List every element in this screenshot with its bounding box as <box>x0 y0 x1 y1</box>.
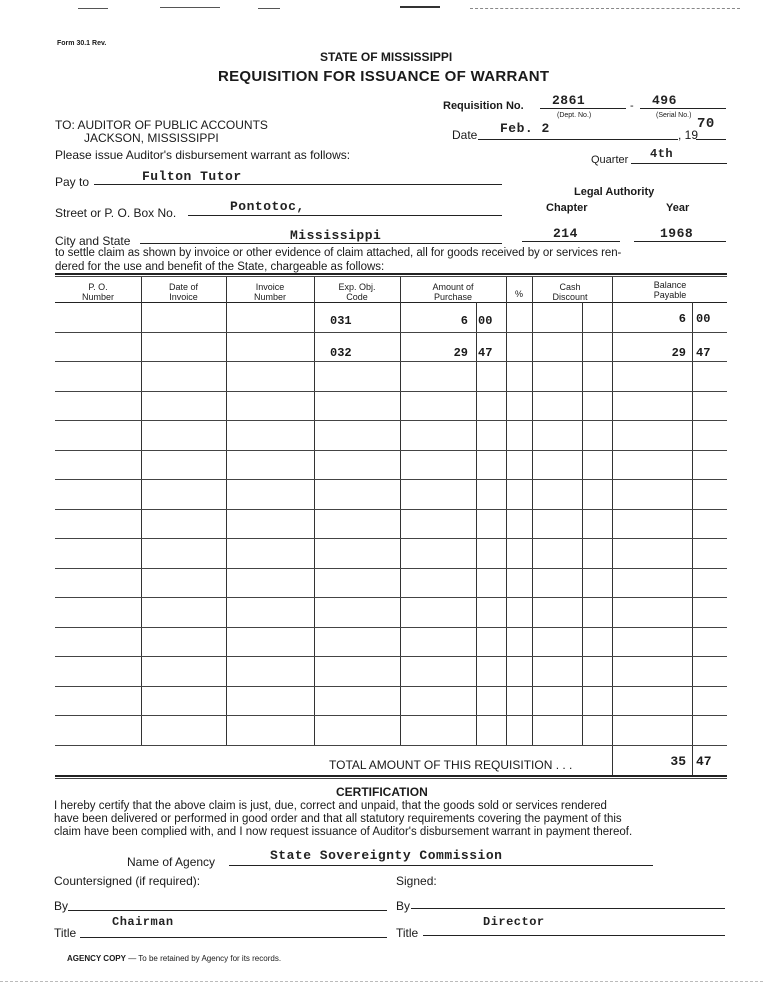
amount-dollars-cell: 6 <box>460 314 468 328</box>
header-invoice-number: Invoice Number <box>253 282 286 302</box>
balance-dollars-cell: 29 <box>671 346 686 360</box>
header-balance-payable: Balance Payable <box>653 280 687 300</box>
street-value: Pontotoc, <box>230 199 305 214</box>
legal-authority-label: Legal Authority <box>574 186 655 198</box>
total-cents: 47 <box>696 754 712 769</box>
requisition-dept-no: 2861 <box>552 93 586 108</box>
requisition-serial-no: 496 <box>652 93 677 108</box>
agency-value: State Sovereignty Commission <box>270 848 503 863</box>
amount-dollars-cell: 29 <box>453 346 468 360</box>
footer-retention-note: — To be retained by Agency for its records. <box>128 954 282 963</box>
exp-code-cell: 032 <box>330 346 352 360</box>
certification-line-1: I hereby certify that the above claim is just, due, correct and unpaid, that the goods sold or services rendered <box>54 800 607 812</box>
certification-line-2: have been delivered or performed in good order and that all statutory requirements covering the payment of this <box>54 813 622 825</box>
balance-cents-cell: 00 <box>696 312 711 326</box>
settle-text-1: to settle claim as shown by invoice or other evidence of claim attached, all for goods received by or services ren- <box>55 247 622 259</box>
pay-to-label: Pay to <box>55 175 90 189</box>
form-number: Form 30.1 Rev. <box>57 40 107 47</box>
agency-label: Name of Agency <box>127 855 216 869</box>
left-title-value: Chairman <box>112 915 174 929</box>
addressee-line-1: TO: AUDITOR OF PUBLIC ACCOUNTS <box>55 118 268 132</box>
total-dollars: 35 <box>670 754 686 769</box>
exp-code-cell: 031 <box>330 314 352 328</box>
signed-label: Signed: <box>396 874 437 888</box>
date-year-prefix: , 19 <box>678 128 699 142</box>
certification-title: CERTIFICATION <box>336 785 428 799</box>
right-title-value: Director <box>483 915 545 929</box>
state-title: STATE OF MISSISSIPPI <box>320 50 453 64</box>
city-state-value: Mississippi <box>290 228 382 243</box>
footer-agency-copy: AGENCY COPY <box>67 954 126 963</box>
header-date-of-invoice: Date of Invoice <box>168 282 199 302</box>
header-amount-of-purchase: Amount of Purchase <box>432 282 474 302</box>
header-percent: % <box>514 289 523 299</box>
settle-text-2: dered for the use and benefit of the State, chargeable as follows: <box>55 261 385 273</box>
amount-cents-cell: 47 <box>478 346 493 360</box>
city-state-label: City and State <box>55 234 131 248</box>
header-po-number: P. O. Number <box>81 282 114 302</box>
quarter-label: Quarter <box>591 154 629 166</box>
pay-to-value: Fulton Tutor <box>142 169 242 184</box>
right-title-label: Title <box>396 926 419 940</box>
requisition-label: Requisition No. <box>443 100 524 112</box>
header-exp-obj-code: Exp. Obj. Code <box>338 282 376 302</box>
balance-cents-cell: 47 <box>696 346 711 360</box>
requisition-separator: - <box>630 100 634 112</box>
amount-cents-cell: 00 <box>478 314 493 328</box>
date-year: 70 <box>697 116 715 132</box>
year-label: Year <box>666 202 690 214</box>
form-title: REQUISITION FOR ISSUANCE OF WARRANT <box>218 68 550 85</box>
right-by-label: By <box>396 899 411 913</box>
date-value: Feb. 2 <box>500 121 550 136</box>
chapter-label: Chapter <box>546 202 588 214</box>
total-label: TOTAL AMOUNT OF THIS REQUISITION . . . <box>329 758 573 772</box>
balance-dollars-cell: 6 <box>678 312 686 326</box>
countersigned-label: Countersigned (if required): <box>54 874 201 888</box>
header-cash-discount: Cash Discount <box>552 282 588 302</box>
left-title-label: Title <box>54 926 77 940</box>
instruction-text: Please issue Auditor's disbursement warrant as follows: <box>55 148 351 162</box>
footer <box>67 954 281 963</box>
street-label: Street or P. O. Box No. <box>55 206 177 220</box>
certification-line-3: claim have been complied with, and I now request issuance of Auditor's disbursement warrant in payment thereof. <box>54 826 633 838</box>
authority-year-value: 1968 <box>660 226 694 241</box>
addressee-line-2: JACKSON, MISSISSIPPI <box>84 131 219 145</box>
date-label: Date <box>452 128 478 142</box>
chapter-value: 214 <box>553 226 578 241</box>
quarter-value: 4th <box>650 147 674 161</box>
dept-no-caption: (Dept. No.) <box>557 112 592 119</box>
serial-no-caption: (Serial No.) <box>656 112 692 119</box>
left-by-label: By <box>54 899 69 913</box>
